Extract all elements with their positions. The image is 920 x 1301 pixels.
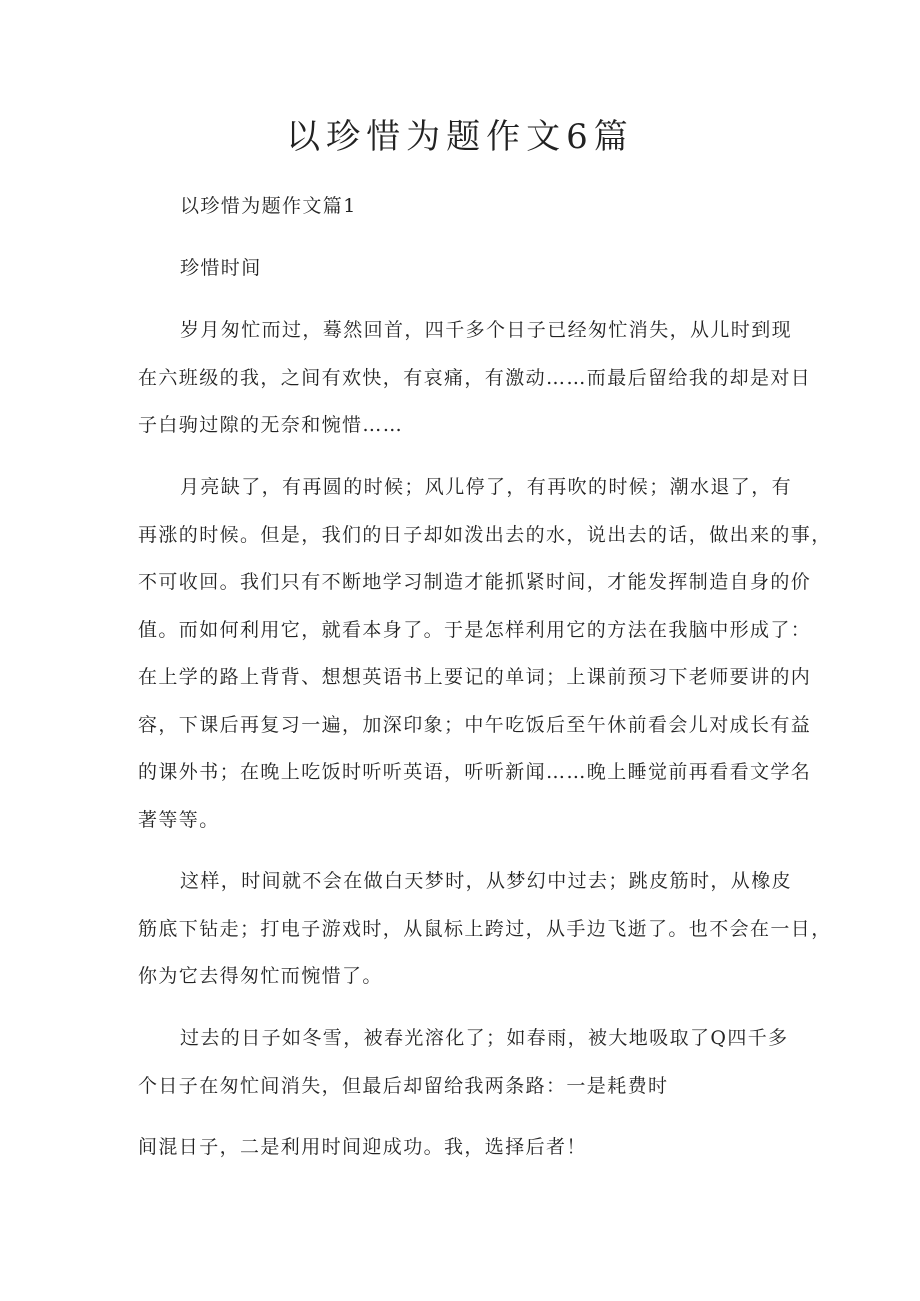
paragraph-1-line-2: 在六班级的我，之间有欢快，有哀痛，有激动……而最后留给我的却是对日 bbox=[138, 367, 812, 389]
paragraph-2-line-8: 著等等。 bbox=[138, 809, 220, 831]
paragraph-3-line-1: 这样，时间就不会在做白天梦时，从梦幻中过去；跳皮筋时，从橡皮 bbox=[180, 870, 793, 892]
paragraph-5-line-1: 间混日子，二是利用时间迎成功。我，选择后者！ bbox=[138, 1136, 587, 1158]
paragraph-1-line-3: 子白驹过隙的无奈和惋惜…… bbox=[138, 414, 404, 436]
essay-title: 珍惜时间 bbox=[180, 257, 262, 279]
section-heading: 以珍惜为题作文篇1 bbox=[180, 195, 357, 217]
paragraph-3-line-2: 筋底下钻走；打电子游戏时，从鼠标上跨过，从手边飞逝了。也不会在一日， bbox=[138, 918, 832, 940]
paragraph-2-line-7: 的课外书；在晚上吃饭时听听英语，听听新闻……晚上睡觉前再看看文学名 bbox=[138, 761, 812, 783]
paragraph-2-line-2: 再涨的时候。但是，我们的日子却如泼出去的水，说出去的话，做出来的事， bbox=[138, 524, 832, 546]
paragraph-3-line-3: 你为它去得匆忙而惋惜了。 bbox=[138, 965, 383, 987]
paragraph-2-line-3: 不可收回。我们只有不断地学习制造才能抓紧时间，才能发挥制造自身的价 bbox=[138, 571, 812, 593]
paragraph-2-line-5: 在上学的路上背背、想想英语书上要记的单词；上课前预习下老师要讲的内 bbox=[138, 666, 812, 688]
paragraph-1-line-1: 岁月匆忙而过，蓦然回首，四千多个日子已经匆忙消失，从儿时到现 bbox=[180, 319, 793, 341]
paragraph-2-line-6: 容，下课后再复习一遍，加深印象；中午吃饭后至午休前看会儿对成长有益 bbox=[138, 714, 812, 736]
paragraph-2-line-4: 值。而如何利用它，就看本身了。于是怎样利用它的方法在我脑中形成了： bbox=[138, 619, 812, 641]
paragraph-4-line-1: 过去的日子如冬雪，被春光溶化了；如春雨，被大地吸取了Q四千多 bbox=[180, 1027, 789, 1049]
document-title: 以珍惜为题作文6篇 bbox=[286, 117, 634, 157]
paragraph-2-line-1: 月亮缺了，有再圆的时候；风儿停了，有再吹的时候；潮水退了，有 bbox=[180, 476, 793, 498]
paragraph-4-line-2: 个日子在匆忙间消失，但最后却留给我两条路：一是耗费时 bbox=[138, 1075, 669, 1097]
